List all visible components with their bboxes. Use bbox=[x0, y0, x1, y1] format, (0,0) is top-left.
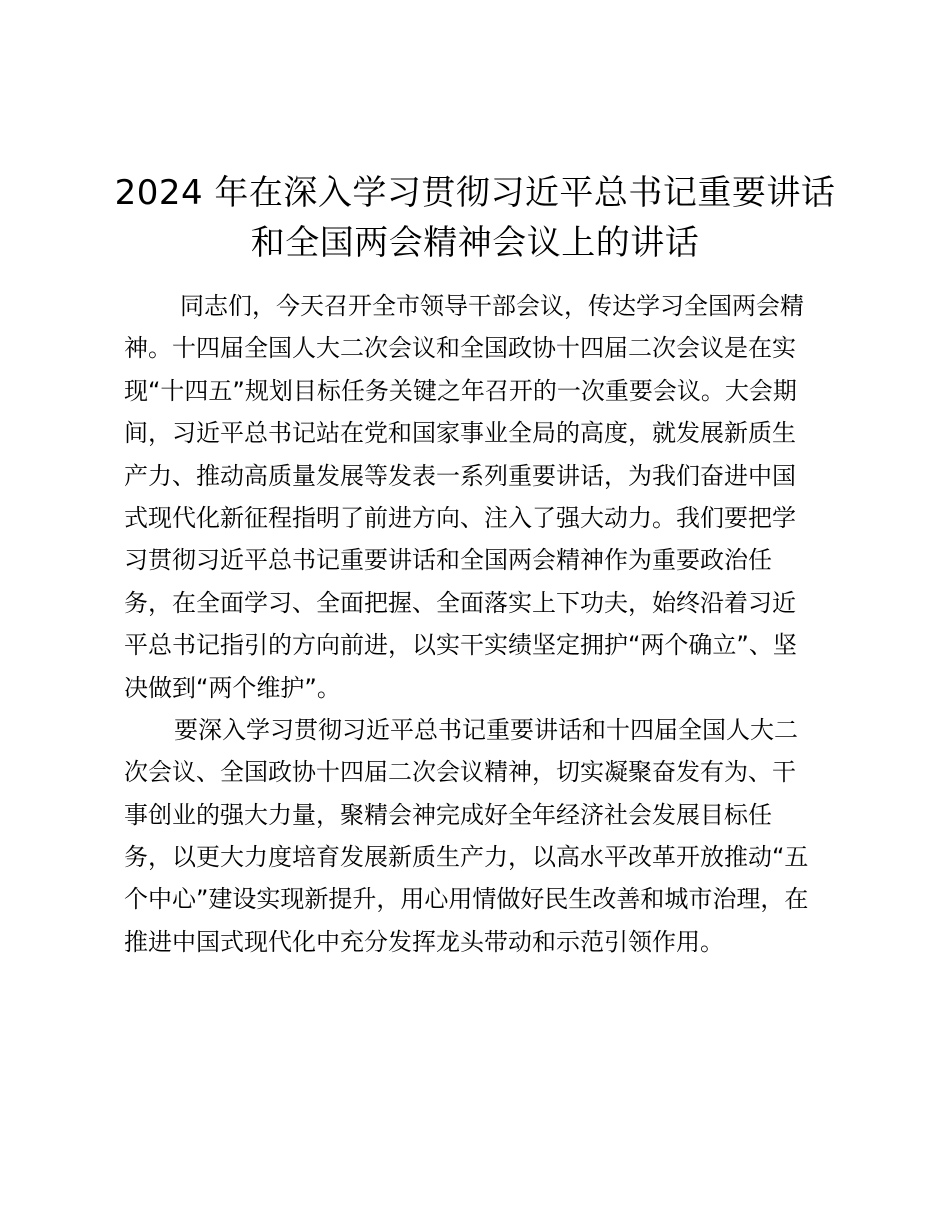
paragraph-line: 现“十四五”规划目标任务关键之年召开的一次重要会议。大会期 bbox=[124, 376, 797, 405]
title-line-2: 和全国两会精神会议上的讲话 bbox=[250, 223, 700, 263]
paragraph-line: 决做到“两个维护”。 bbox=[124, 673, 341, 702]
paragraph-line: 间，习近平总书记站在党和国家事业全局的高度，就发展新质生 bbox=[124, 419, 796, 448]
paragraph-line: 推进中国式现代化中充分发挥龙头带动和示范引领作用。 bbox=[124, 927, 724, 956]
paragraph-line: 务，在全面学习、全面把握、全面落实上下功夫，始终沿着习近 bbox=[124, 588, 796, 617]
document-body bbox=[124, 285, 836, 963]
paragraph-line: 平总书记指引的方向前进，以实干实绩坚定拥护“两个确立”、坚 bbox=[124, 631, 797, 660]
paragraph-1 bbox=[124, 285, 836, 709]
paragraph-2 bbox=[124, 709, 836, 963]
paragraph-line: 习贯彻习近平总书记重要讲话和全国两会精神作为重要政治任 bbox=[124, 546, 772, 575]
paragraph-line: 产力、推动高质量发展等发表一系列重要讲话，为我们奋进中国 bbox=[124, 461, 796, 490]
paragraph-line: 个中心”建设实现新提升，用心用情做好民生改善和城市治理，在 bbox=[124, 885, 809, 914]
paragraph-line: 次会议、全国政协十四届二次会议精神，切实凝聚奋发有为、干 bbox=[124, 758, 796, 787]
paragraph-line: 式现代化新征程指明了前进方向、注入了强大动力。我们要把学 bbox=[124, 503, 796, 532]
paragraph-line: 要深入学习贯彻习近平总书记重要讲话和十四届全国人大二 bbox=[174, 715, 798, 744]
paragraph-line: 事创业的强大力量，聚精会神完成好全年经济社会发展目标任 bbox=[124, 800, 772, 829]
paragraph-line: 同志们，今天召开全市领导干部会议，传达学习全国两会精 bbox=[180, 292, 804, 320]
paragraph-line: 神。十四届全国人大二次会议和全国政协十四届二次会议是在实 bbox=[124, 334, 796, 363]
title-line-1: 2024 年在深入学习贯彻习近平总书记重要讲话 bbox=[114, 173, 836, 213]
paragraph-line: 务，以更大力度培育发展新质生产力，以高水平改革开放推动“五 bbox=[124, 843, 809, 872]
document-title bbox=[110, 168, 840, 268]
